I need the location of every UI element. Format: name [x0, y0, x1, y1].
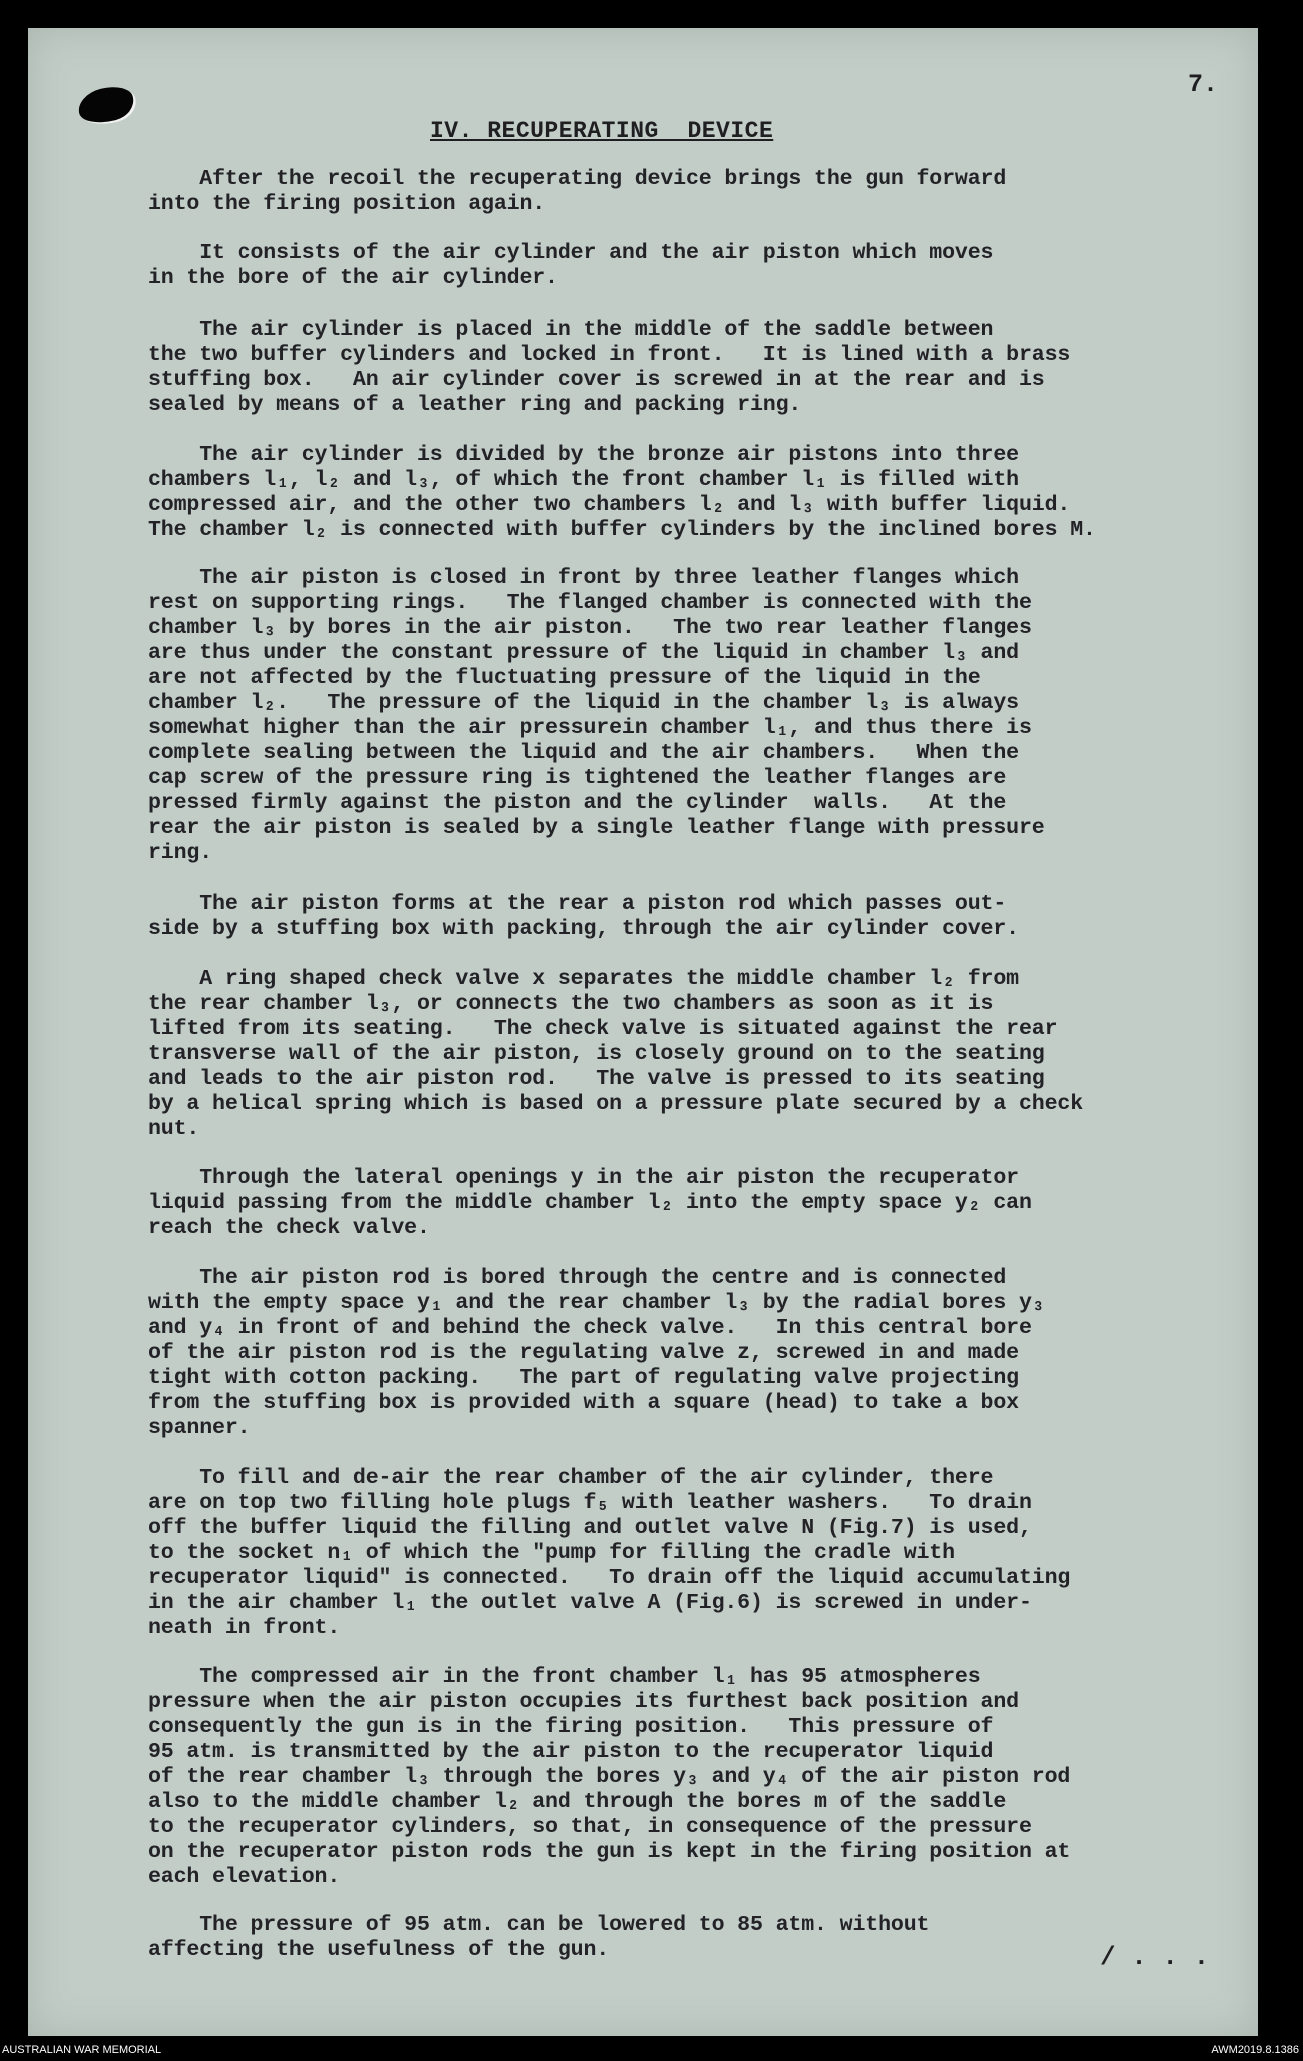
- paragraph-10: To fill and de-air the rear chamber of the air cylinder, there are on top two filling hole plugs f₅ with leather washers. To drain off the buffer liquid the filling and outlet valve N (Fig.7) is used, to the socket n₁ of which the "pump for filling the cradle with recuperator liquid" is connected. To drain off the liquid accumulating in the air chamber l₁ the outlet valve A (Fig.6) is screwed in under- neath in front.: [148, 1466, 1071, 1640]
- section-heading: IV. RECUPERATING DEVICE: [430, 118, 774, 144]
- footer-institution: AUSTRALIAN WAR MEMORIAL: [2, 2044, 162, 2056]
- paragraph-5: The air piston is closed in front by three leather flanges which rest on supporting rings. The flanged chamber is connected with the chamber l₃ by bores in the air piston. The two rear leather flanges are thus under the constant pressure of the liquid in chamber l₃ and are not affected by the fluctuating pressure of the liquid in the chamber l₂. The pressure of the liquid in the chamber l₃ is always somewhat higher than the air pressurein chamber l₁, and thus there is complete sealing between the liquid and the air chambers. When the cap screw of the pressure ring is tightened the leather flanges are pressed firmly against the piston and the cylinder walls. At the rear the air piston is sealed by a single leather flange with pressure ring.: [148, 566, 1045, 865]
- continuation-mark: / . . .: [1100, 1942, 1210, 1972]
- paragraph-2: It consists of the air cylinder and the air piston which moves in the bore of the air cylinder.: [148, 241, 994, 290]
- paragraph-9: The air piston rod is bored through the centre and is connected with the empty space y₁ and the rear chamber l₃ by the radial bores y₃ and y₄ in front of and behind the check valve. In this central bore of the air piston rod is the regulating valve z, screwed in and made tight with cotton packing. The part of regulating valve projecting from the stuffing box is provided with a square (head) to take a box spanner.: [148, 1266, 1045, 1440]
- paragraph-1: After the recoil the recuperating device brings the gun forward into the firing position again.: [148, 167, 1007, 216]
- paragraph-8: Through the lateral openings y in the air piston the recuperator liquid passing from the middle chamber l₂ into the empty space y₂ can reach the check valve.: [148, 1166, 1032, 1240]
- paragraph-7: A ring shaped check valve x separates the middle chamber l₂ from the rear chamber l₃, or connects the two chambers as soon as it is lifted from its seating. The check valve is situated against the rear transverse wall of the air piston, is closely ground on to the seating and leads to the air piston rod. The valve is pressed to its seating by a helical spring which is based on a pressure plate secured by a check nut.: [148, 967, 1084, 1141]
- footer-accession-number: AWM2019.8.1386: [1211, 2044, 1299, 2056]
- paragraph-4: The air cylinder is divided by the bronze air pistons into three chambers l₁, l₂ and l₃, of which the front chamber l₁ is filled with compressed air, and the other two chambers l₂ and l₃ with buffer liquid. The chamber l₂ is connected with buffer cylinders by the inclined bores M.: [148, 443, 1096, 542]
- paragraph-11: The compressed air in the front chamber l₁ has 95 atmospheres pressure when the air piston occupies its furthest back position and consequently the gun is in the firing position. This pressure of 95 atm. is transmitted by the air piston to the recuperator liquid of the rear chamber l₃ through the bores y₃ and y₄ of the air piston rod also to the middle chamber l₂ and through the bores m of the saddle to the recuperator cylinders, so that, in consequence of the pressure on the recuperator piston rods the gun is kept in the firing position at each elevation.: [148, 1665, 1071, 1889]
- page-number: 7.: [1188, 70, 1219, 99]
- paragraph-6: The air piston forms at the rear a piston rod which passes out- side by a stuffing box with packing, through the air cylinder cover.: [148, 892, 1019, 941]
- paragraph-3: The air cylinder is placed in the middle of the saddle between the two buffer cylinders and locked in front. It is lined with a brass stuffing box. An air cylinder cover is screwed in at the rear and is sealed by means of a leather ring and packing ring.: [148, 318, 1071, 417]
- paragraph-12: The pressure of 95 atm. can be lowered to 85 atm. without affecting the usefulness of the gun.: [148, 1913, 930, 1962]
